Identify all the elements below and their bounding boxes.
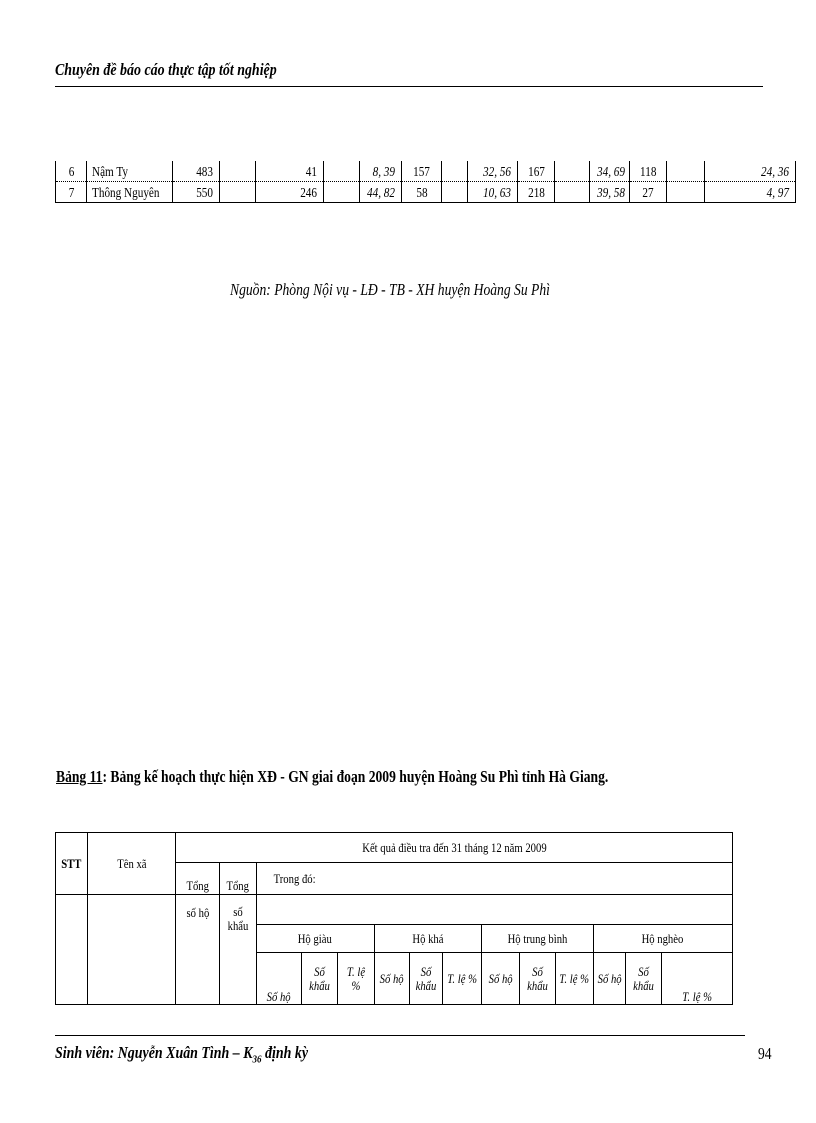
table-row (56, 161, 796, 182)
group-ho-giau: Hộ giàu (298, 930, 333, 946)
sub-so-khau: Số khẩu (415, 963, 437, 993)
cell-value: 167 (527, 165, 545, 180)
sub-so-ho: Số hộ (488, 970, 513, 986)
cell-empty (555, 182, 590, 203)
header-ten-xa: Tên xã (116, 855, 147, 871)
cell-name: Nậm Ty (92, 165, 129, 180)
cell-empty (442, 161, 468, 182)
cell-value: 157 (413, 165, 430, 180)
sub-so-khau: Số khẩu (308, 963, 330, 993)
student-name: Sinh viên: Nguyễn Xuân Tình – K (55, 1043, 253, 1062)
header-so-khau: số khẩu (227, 904, 248, 933)
caption-text: : Bảng kế hoạch thực hiện XĐ - GN giai đoạn 2009 huyện Hoàng Su Phì tỉnh Hà Giang. (102, 767, 609, 786)
cell-total: 483 (196, 165, 213, 180)
footer-rule (55, 1035, 745, 1036)
cell-percent: 8, 39 (372, 165, 395, 180)
cell-empty (220, 182, 256, 203)
group-ho-kha: Hộ khá (412, 930, 444, 946)
sub-ti-le: T. lệ % (446, 970, 477, 986)
header-ket-qua: Kết quả điều tra đến 31 tháng 12 năm 2009 (361, 839, 547, 855)
sub-so-ho: Số hộ (379, 970, 404, 986)
table-row (56, 833, 733, 863)
caption-label: Bảng 11 (56, 767, 103, 786)
cell-percent: 39, 58 (597, 186, 625, 201)
group-ho-ngheo: Hộ nghèo (642, 930, 684, 946)
sub-so-khau: Số khẩu (632, 963, 654, 993)
cell-percent: 10, 63 (483, 186, 511, 201)
cell-value: 218 (527, 186, 545, 201)
cell-empty (324, 161, 360, 182)
cell-value: 58 (415, 186, 428, 201)
cell-empty (442, 182, 468, 203)
plan-table (55, 832, 733, 1005)
cell-stt: 7 (68, 186, 74, 201)
cell-value: 41 (305, 165, 317, 180)
cell-empty (256, 895, 732, 925)
cell-empty (56, 895, 88, 1005)
cell-empty (555, 161, 590, 182)
sub-ti-le: T. lệ % (346, 963, 365, 993)
cell-empty (87, 895, 175, 1005)
header-title: Chuyên đề báo cáo thực tập tốt nghiệp (55, 60, 277, 79)
student-mode: định kỳ (261, 1043, 309, 1062)
poverty-data-table (55, 161, 796, 203)
cell-percent: 4, 97 (766, 186, 789, 201)
table-row (56, 182, 796, 203)
cell-empty (220, 161, 256, 182)
cell-value: 118 (639, 165, 657, 180)
header-tong: Tổng (186, 878, 209, 893)
cell-percent: 24, 36 (761, 165, 789, 180)
student-class: 36 (252, 1053, 262, 1066)
table-caption (56, 767, 608, 787)
page-number: 94 (758, 1044, 772, 1063)
cell-value: 27 (642, 186, 654, 201)
sub-so-ho: Số hộ (266, 989, 291, 1004)
cell-value: 246 (300, 186, 317, 201)
cell-percent: 34, 69 (597, 165, 625, 180)
header-rule (55, 86, 763, 87)
cell-empty (667, 161, 705, 182)
sub-ti-le: T. lệ % (681, 989, 712, 1004)
header-trong-do: Trong đó: (273, 870, 316, 886)
source-note: Nguồn: Phòng Nội vụ - LĐ - TB - XH huyện Hoàng Su Phì (230, 280, 550, 299)
cell-percent: 32, 56 (483, 165, 511, 180)
footer-student (55, 1043, 308, 1065)
header-so-ho: số hộ (186, 905, 209, 920)
header-tong-2: Tổng (226, 878, 249, 893)
sub-so-khau: Số khẩu (526, 963, 548, 993)
cell-empty (324, 182, 360, 203)
cell-empty (667, 182, 705, 203)
table-row (56, 895, 733, 925)
header-stt: STT (61, 855, 82, 871)
cell-percent: 44, 82 (367, 186, 395, 201)
cell-name: Thông Nguyên (92, 186, 160, 201)
sub-ti-le: T. lệ % (559, 970, 590, 986)
cell-stt: 6 (68, 165, 74, 180)
sub-so-ho: Số hộ (597, 970, 622, 986)
cell-total: 550 (196, 186, 213, 201)
group-ho-trung-binh: Hộ trung bình (507, 930, 568, 946)
